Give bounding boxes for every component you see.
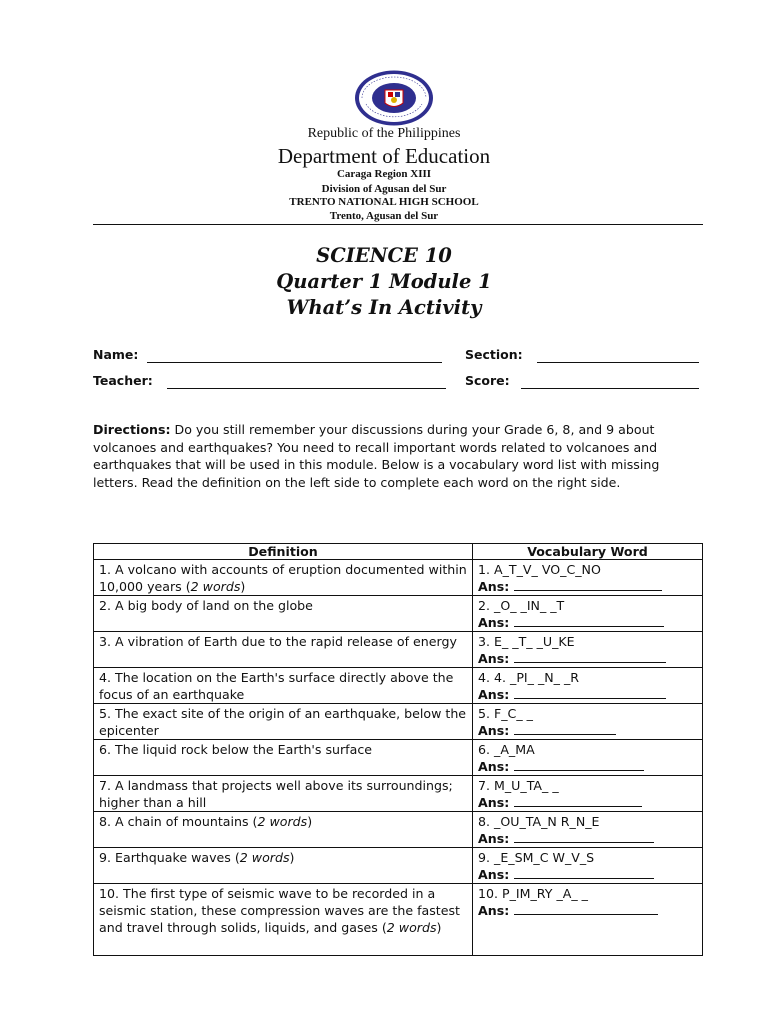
answer-blank[interactable] <box>514 795 642 807</box>
word-cell: 1. A_T_V_ VO_C_NO Ans: <box>473 560 703 596</box>
table-row <box>94 668 703 704</box>
answer-blank[interactable] <box>514 903 658 915</box>
table-row <box>94 884 703 956</box>
region-line: Caraga Region XIII <box>336 168 432 180</box>
republic-line: Republic of the Philippines <box>307 126 461 141</box>
table-row <box>94 848 703 884</box>
table-row <box>94 812 703 848</box>
module-title: Quarter 1 Module 1 <box>276 270 492 293</box>
answer-blank[interactable] <box>514 615 664 627</box>
definition-cell: 5. The exact site of the origin of an earthquake, below the epicenter <box>94 704 473 740</box>
definition-cell: 7. A landmass that projects well above its surroundings; higher than a hill <box>94 776 473 812</box>
table-row <box>94 632 703 668</box>
directions-text: Do you still remember your discussions during your Grade 6, 8, and 9 about volcanoes and earthquakes? You need to recall important words related to volcanoes and earthquakes that will be used in this module. Below is a vocabulary word list with missing letters. Read the definition on the left side to complete each word on the right side. <box>93 422 660 490</box>
activity-title: What’s In Activity <box>286 296 482 319</box>
table-row <box>94 776 703 812</box>
header-divider <box>93 224 703 225</box>
word-cell: 3. E_ _T_ _U_KE Ans: <box>473 632 703 668</box>
town-line: Trento, Agusan del Sur <box>329 210 439 222</box>
word-cell: 7. M_U_TA_ _ Ans: <box>473 776 703 812</box>
word-cell: 5. F_C_ _ Ans: <box>473 704 703 740</box>
definition-cell: 8. A chain of mountains (2 words) <box>94 812 473 848</box>
definition-cell: 10. The first type of seismic wave to be recorded in a seismic station, these compression waves are the fastest and travel through solids, liquids, and gases (2 words) <box>94 884 473 956</box>
answer-blank[interactable] <box>514 579 662 591</box>
table-row <box>94 740 703 776</box>
vocabulary-header: Vocabulary Word <box>473 544 703 560</box>
division-line: Division of Agusan del Sur <box>321 183 447 195</box>
table-header-row <box>94 544 703 560</box>
directions-label: Directions: <box>93 422 171 437</box>
word-cell: 6. _A_MA Ans: <box>473 740 703 776</box>
word-cell: 2. _O_ _IN_ _T Ans: <box>473 596 703 632</box>
answer-blank[interactable] <box>514 831 654 843</box>
table-row <box>94 596 703 632</box>
vocabulary-table <box>93 543 703 956</box>
section-label: Section: <box>465 347 523 362</box>
definition-cell: 4. The location on the Earth's surface directly above the focus of an earthquake <box>94 668 473 704</box>
section-field[interactable] <box>537 362 699 363</box>
deped-seal <box>354 70 434 126</box>
word-cell: 4. 4. _PI_ _N_ _R Ans: <box>473 668 703 704</box>
definition-header: Definition <box>94 544 473 560</box>
name-field[interactable] <box>147 362 442 363</box>
answer-blank[interactable] <box>514 651 666 663</box>
table-row <box>94 704 703 740</box>
definition-cell: 6. The liquid rock below the Earth's surface <box>94 740 473 776</box>
table-row <box>94 560 703 596</box>
definition-cell: 9. Earthquake waves (2 words) <box>94 848 473 884</box>
answer-blank[interactable] <box>514 723 616 735</box>
score-label: Score: <box>465 373 510 388</box>
word-cell: 8. _OU_TA_N R_N_E Ans: <box>473 812 703 848</box>
word-cell: 9. _E_SM_C W_V_S Ans: <box>473 848 703 884</box>
teacher-field[interactable] <box>167 388 446 389</box>
department-title: Department of Education <box>277 144 491 168</box>
score-field[interactable] <box>521 388 699 389</box>
name-label: Name: <box>93 347 139 362</box>
definition-cell: 2. A big body of land on the globe <box>94 596 473 632</box>
subject-title: SCIENCE 10 <box>316 244 452 267</box>
answer-blank[interactable] <box>514 867 654 879</box>
definition-cell: 1. A volcano with accounts of eruption documented within 10,000 years (2 words) <box>94 560 473 596</box>
definition-cell: 3. A vibration of Earth due to the rapid release of energy <box>94 632 473 668</box>
directions <box>93 421 693 491</box>
word-cell: 10. P_IM_RY _A_ _ Ans: <box>473 884 703 956</box>
teacher-label: Teacher: <box>93 373 153 388</box>
answer-blank[interactable] <box>514 759 644 771</box>
school-line: TRENTO NATIONAL HIGH SCHOOL <box>289 196 479 208</box>
answer-blank[interactable] <box>514 687 666 699</box>
